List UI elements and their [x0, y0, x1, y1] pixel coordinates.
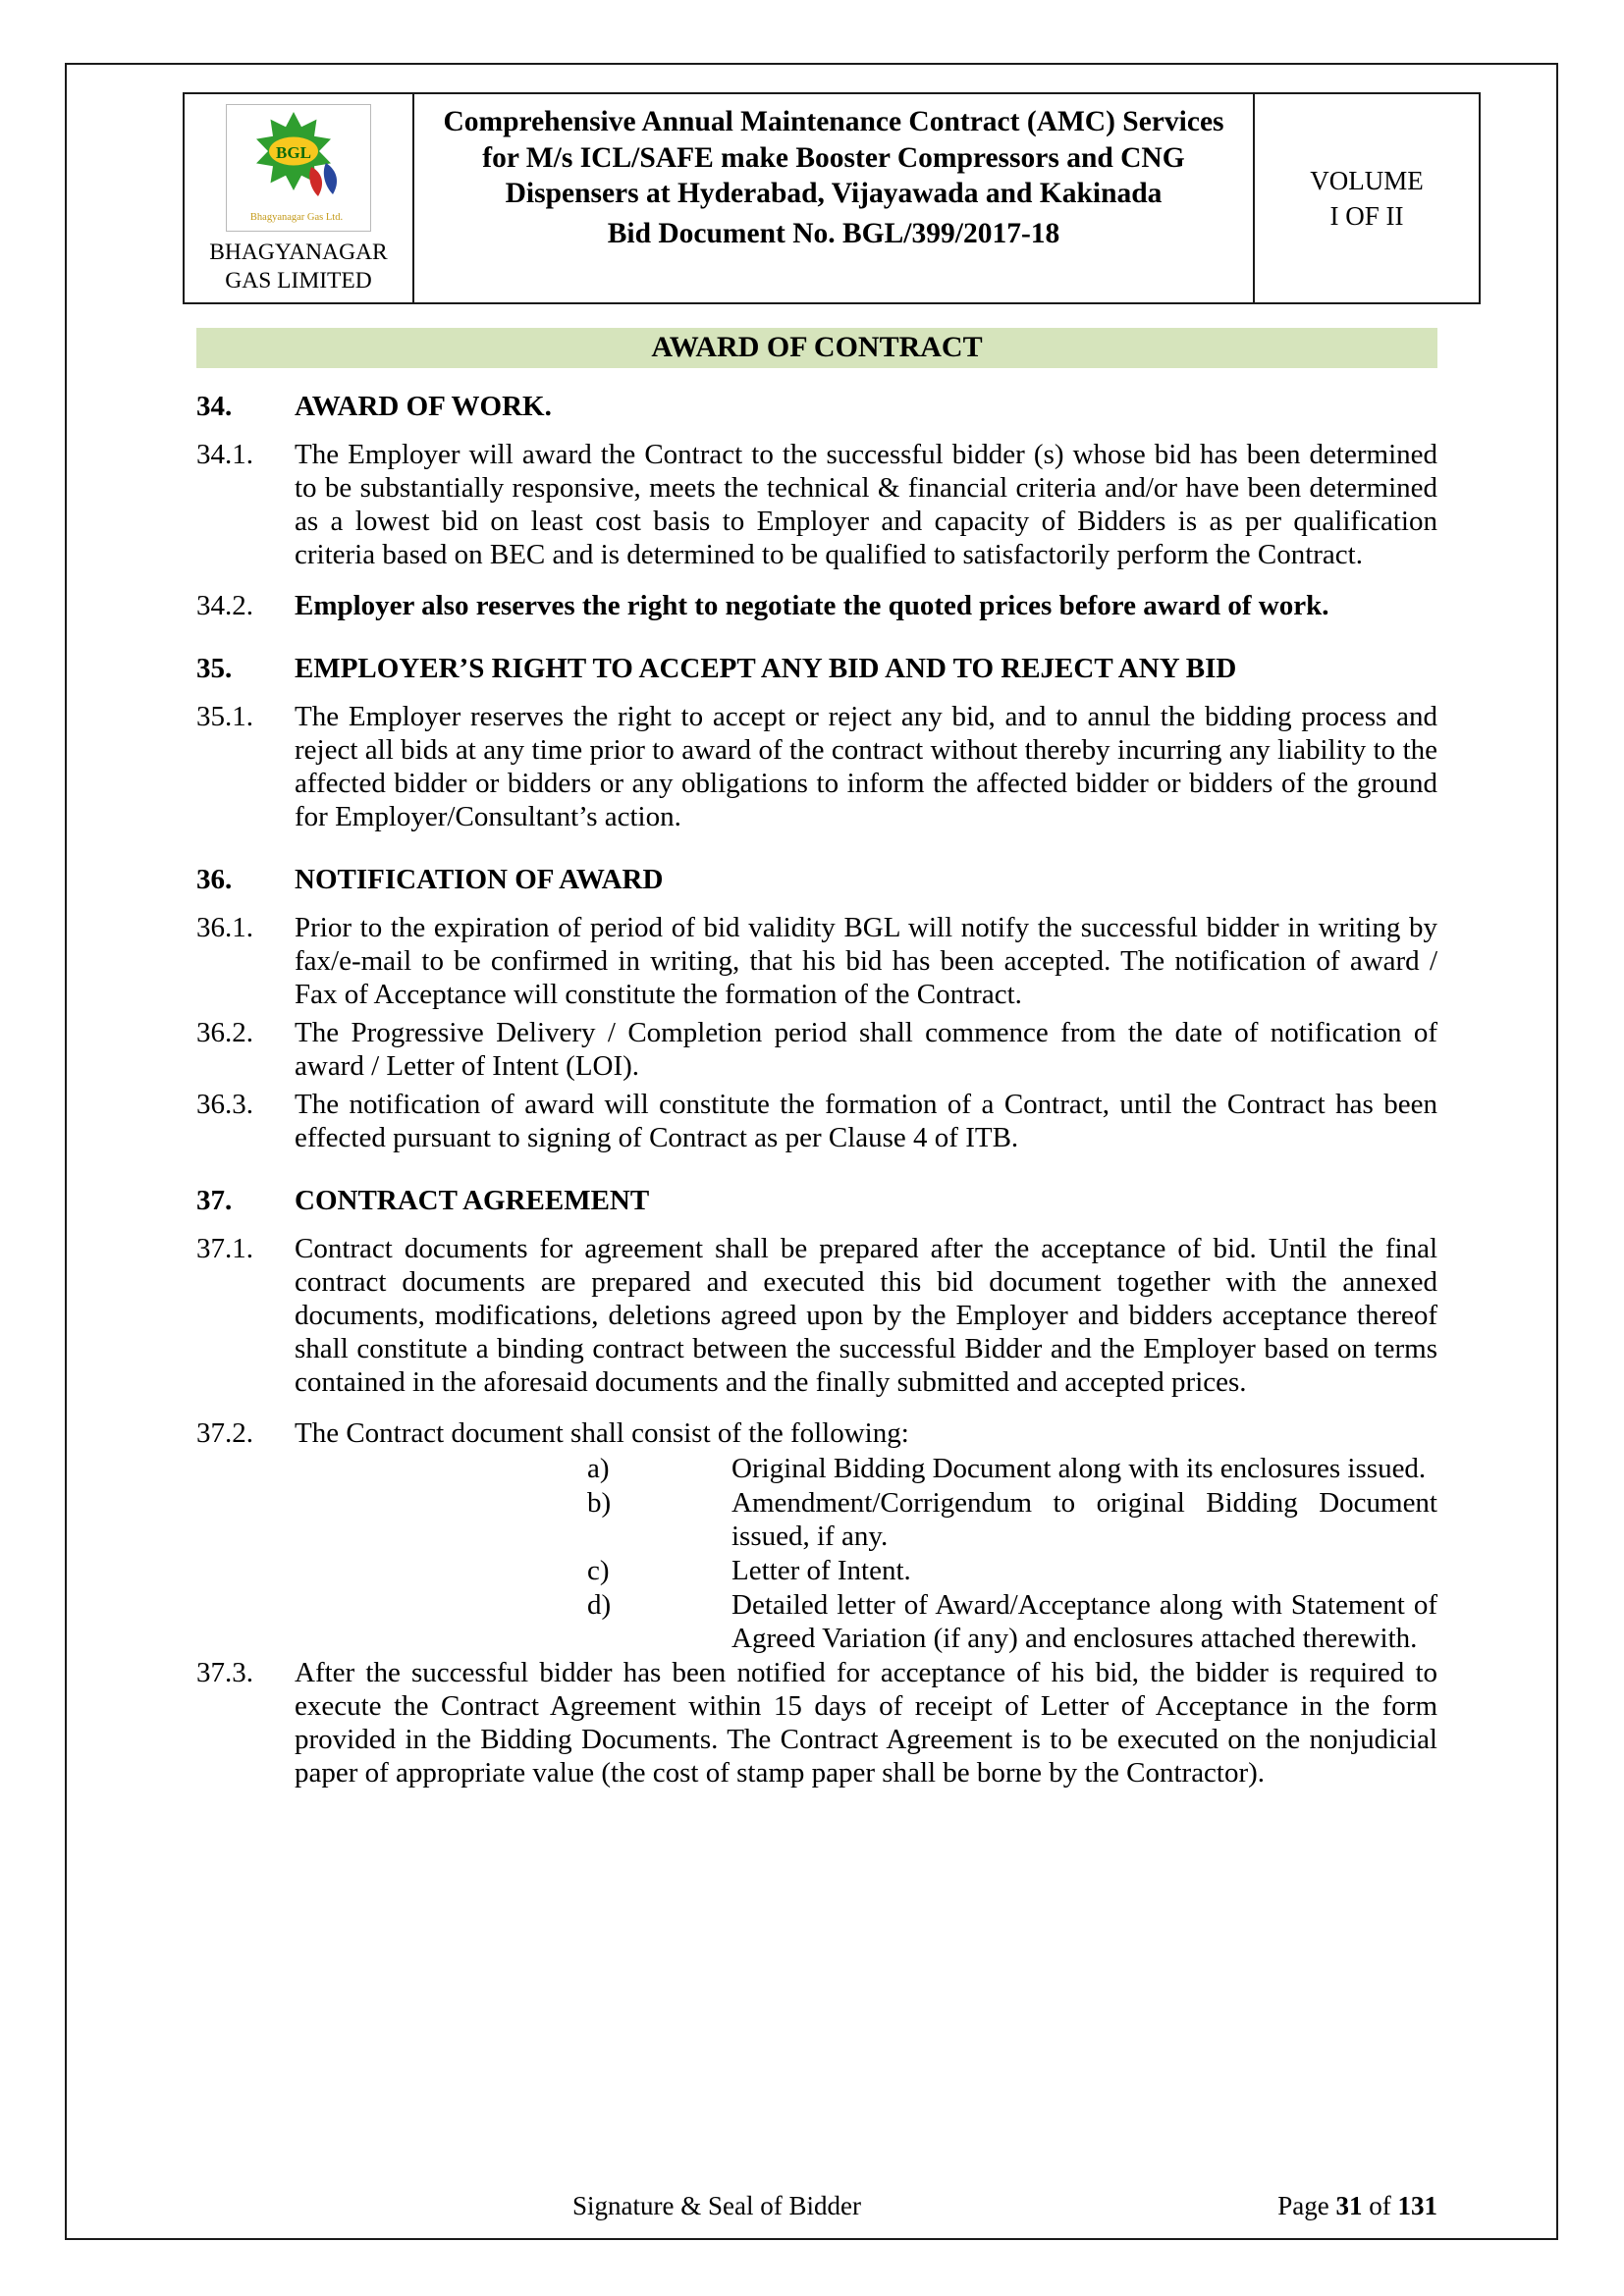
- clause-number: 37.: [196, 1185, 233, 1217]
- subclause-text: Detailed letter of Award/Acceptance along with Statement of Agreed Variation (if any) and enclosures attached therewith.: [731, 1589, 1437, 1655]
- bid-document-number: Bid Document No. BGL/399/2017-18: [607, 217, 1060, 249]
- logo-bgl-text: BGL: [276, 143, 311, 162]
- subclause-b: [196, 1486, 1437, 1553]
- heading-text: EMPLOYER’S RIGHT TO ACCEPT ANY BID AND TO REJECT ANY BID: [295, 653, 1237, 685]
- clause-number: 35.1.: [196, 701, 253, 733]
- document-body: [196, 390, 1437, 1789]
- org-name: [209, 239, 387, 294]
- clause-number: 37.1.: [196, 1233, 253, 1265]
- clause-36-2: [196, 1016, 1437, 1083]
- clause-37-1: [196, 1232, 1437, 1399]
- subclause-label: d): [587, 1589, 612, 1622]
- clause-37-3: [196, 1656, 1437, 1789]
- header-table: [183, 92, 1481, 304]
- clause-text: The notification of award will constitute the formation of a Contract, until the Contract has been effected pursuant to signing of Contract as per Clause 4 of ITB.: [295, 1089, 1437, 1154]
- clause-36-1: [196, 911, 1437, 1011]
- clause-number: 34.: [196, 391, 233, 423]
- clause-34-2: [196, 589, 1437, 622]
- clause-37-2: [196, 1416, 1437, 1450]
- heading-36: [196, 863, 1437, 896]
- subclause-label: b): [587, 1487, 612, 1520]
- clause-number: 37.3.: [196, 1657, 253, 1689]
- page-total: 131: [1397, 2191, 1437, 2220]
- org-name-line2: GAS LIMITED: [225, 267, 372, 294]
- page-footer: [196, 2191, 1437, 2226]
- subclause-c: [196, 1554, 1437, 1587]
- org-name-line1: BHAGYANAGAR: [209, 240, 388, 265]
- section-banner-title: AWARD OF CONTRACT: [651, 331, 983, 364]
- header-title-cell: [414, 94, 1255, 302]
- clause-number: 36.2.: [196, 1017, 253, 1049]
- heading-34: [196, 390, 1437, 423]
- company-logo-icon: [226, 104, 371, 232]
- clause-text: The Employer reserves the right to accept or reject any bid, and to annul the bidding process and reject all bids at any time prior to award of the contract without thereby incurring any liability to the affected bidder or bidders or any obligations to inform the affected bidder or bidders of the ground for Employer/Consultant’s action.: [295, 701, 1437, 833]
- clause-text: The Progressive Delivery / Completion period shall commence from the date of notification of award / Letter of Intent (LOI).: [295, 1017, 1437, 1083]
- clause-36-3: [196, 1088, 1437, 1154]
- subclause-label: c): [587, 1555, 610, 1587]
- clause-number: 36.3.: [196, 1089, 253, 1121]
- clause-number: 34.1.: [196, 439, 253, 471]
- bgl-logo-icon: [231, 108, 366, 228]
- heading-text: NOTIFICATION OF AWARD: [295, 864, 664, 896]
- clause-text: Prior to the expiration of period of bid validity BGL will notify the successful bidder in writing by fax/e-mail to be confirmed in writing, that his bid has been accepted. The notification of award / Fax of Acceptance will constitute the formation of the Contract.: [295, 912, 1437, 1011]
- subclause-text: Amendment/Corrigendum to original Bidding Document issued, if any.: [731, 1487, 1437, 1553]
- clause-text: After the successful bidder has been notified for acceptance of his bid, the bidder is required to execute the Contract Agreement within 15 days of receipt of Letter of Acceptance in the form provided in the Bidding Documents. The Contract Agreement is to be executed on the nonjudicial paper of appropriate value (the cost of stamp paper shall be borne by the Contractor).: [295, 1657, 1437, 1789]
- clause-text: The Employer will award the Contract to the successful bidder (s) whose bid has been determined to be substantially responsive, meets the technical & financial criteria and/or have been determined as a lowest bid on least cost basis to Employer and capacity of Bidders is as per qualification criteria based on BEC and is determined to be qualified to satisfactorily perform the Contract.: [295, 439, 1437, 571]
- clause-text: Employer also reserves the right to negotiate the quoted prices before award of work.: [295, 590, 1329, 622]
- clause-number: 36.: [196, 864, 233, 896]
- subclause-label: a): [587, 1453, 610, 1485]
- page-border: [65, 63, 1558, 2240]
- header-volume-cell: [1255, 94, 1479, 302]
- clause-number: 36.1.: [196, 912, 253, 944]
- clause-34-1: [196, 438, 1437, 571]
- page-word: Page: [1277, 2191, 1329, 2220]
- clause-35-1: [196, 700, 1437, 833]
- heading-37: [196, 1184, 1437, 1217]
- subclause-text: Letter of Intent.: [731, 1555, 911, 1587]
- clause-text: Contract documents for agreement shall be prepared after the acceptance of bid. Until the final contract documents are prepared and executed this bid document together with the annexed documents, modifications, deletions agreed upon by the Employer and bidders acceptance thereof shall constitute a binding contract between the successful Bidder and the Employer based on terms contained in the aforesaid documents and the finally submitted and accepted prices.: [295, 1233, 1437, 1399]
- clause-number: 35.: [196, 653, 233, 685]
- subclause-a: [196, 1452, 1437, 1485]
- of-word: of: [1369, 2191, 1391, 2220]
- section-banner: [196, 328, 1437, 368]
- volume-line2: I OF II: [1329, 201, 1404, 232]
- clause-number: 37.2.: [196, 1417, 253, 1450]
- clause-text: The Contract document shall consist of the following:: [295, 1417, 909, 1450]
- signature-line: Signature & Seal of Bidder: [572, 2191, 861, 2220]
- page-number: [1277, 2191, 1437, 2221]
- volume-line1: VOLUME: [1310, 165, 1424, 195]
- header-logo-cell: [185, 94, 414, 302]
- document-title: Comprehensive Annual Maintenance Contract (AMC) Services for M/s ICL/SAFE make Booster Compressors and CNG Dispensers at Hyderabad, Vijayawada and Kakinada: [443, 106, 1224, 210]
- heading-35: [196, 652, 1437, 685]
- logo-subtitle-text: Bhagyanagar Gas Ltd.: [249, 212, 344, 223]
- subclause-d: [196, 1588, 1437, 1655]
- heading-text: AWARD OF WORK.: [295, 391, 552, 423]
- clause-number: 34.2.: [196, 590, 253, 622]
- subclause-text: Original Bidding Document along with its enclosures issued.: [731, 1453, 1427, 1485]
- page-current: 31: [1335, 2191, 1363, 2220]
- heading-text: CONTRACT AGREEMENT: [295, 1185, 650, 1217]
